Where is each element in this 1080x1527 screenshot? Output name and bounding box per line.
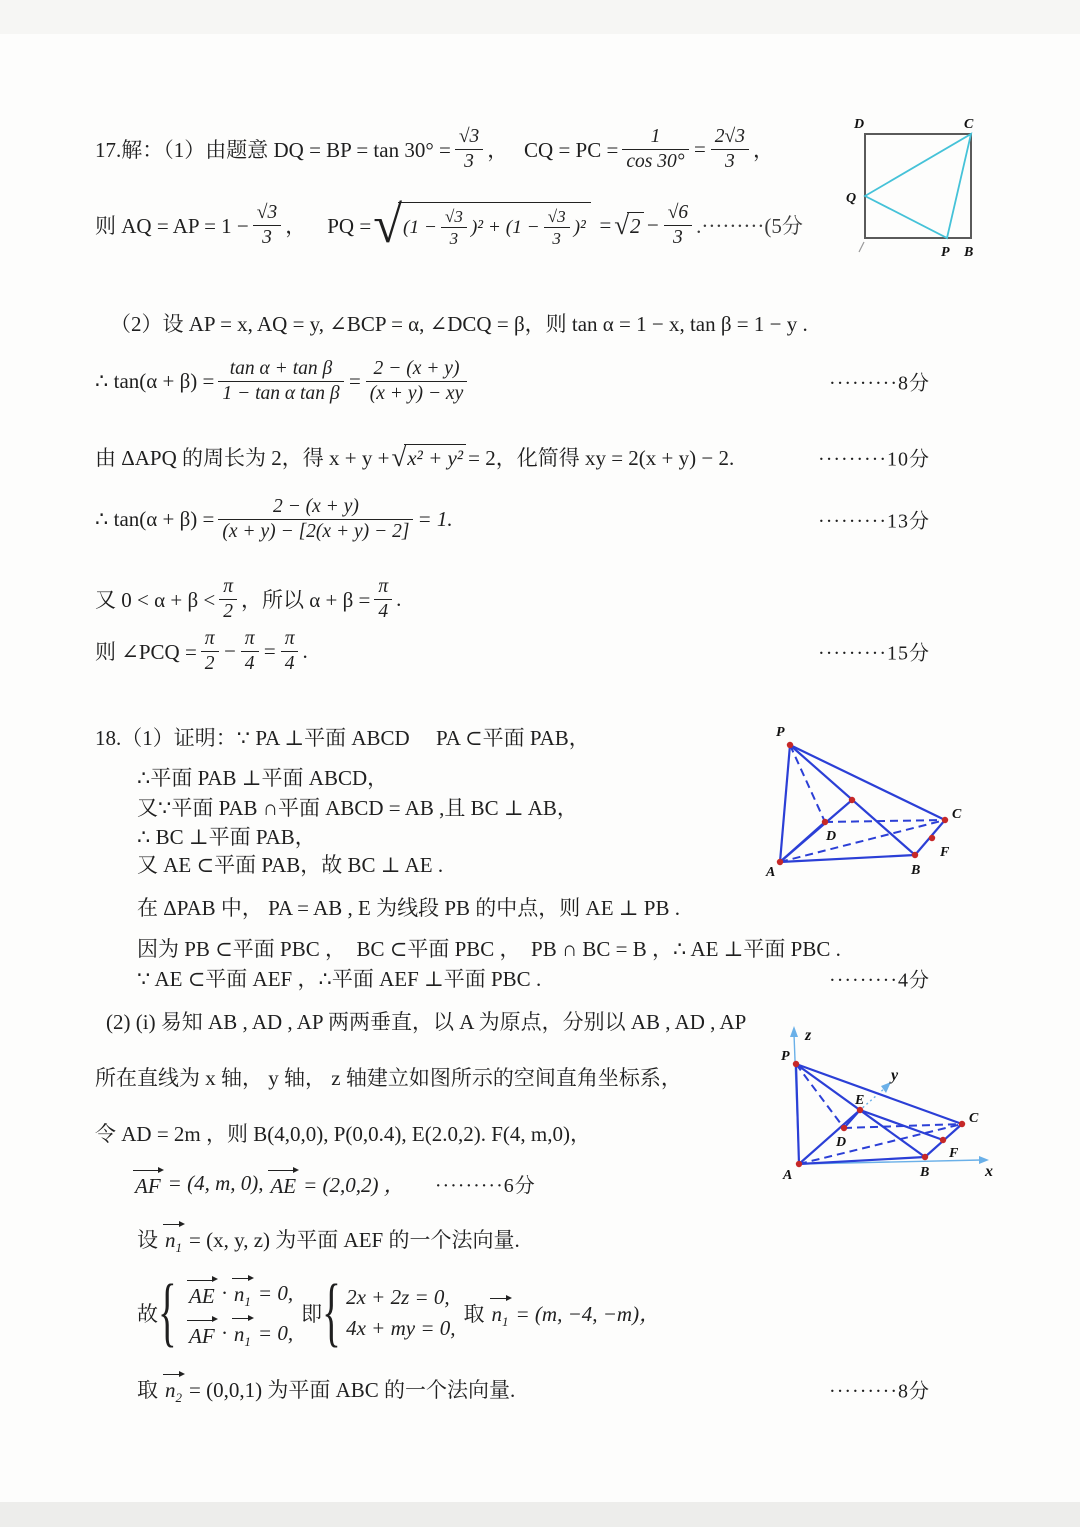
- text-run: ·: [221, 1320, 227, 1345]
- line-18-13: [0, 1222, 1080, 1256]
- line-17-8: [0, 628, 1080, 675]
- label-f: F: [949, 1146, 959, 1161]
- fraction: $\frac{√3}{3}$: [455, 126, 483, 173]
- text-run: = (0,0,1) 为平面 ABC 的一个法向量.: [189, 1378, 516, 1403]
- text-run: = (m, −4, −m)，: [515, 1302, 661, 1327]
- label-e: E: [855, 1093, 865, 1108]
- score-marker: ·········15分: [818, 642, 930, 665]
- equation-system: [330, 1285, 455, 1341]
- vector-AF: AF: [132, 1168, 164, 1199]
- label-z-axis: z: [805, 1027, 812, 1044]
- text-run: ，所以 α + β =: [241, 588, 371, 613]
- text-run: 17.解：（1）由题意 DQ = BP = tan 30° =: [95, 138, 451, 163]
- vector-AE: AE: [267, 1168, 299, 1199]
- visible-edges: [780, 745, 945, 862]
- equation-system: [166, 1276, 293, 1350]
- label-b: B: [911, 863, 921, 878]
- label-b: B: [964, 245, 974, 260]
- score-marker: ·········8分: [829, 1380, 930, 1403]
- line-17-3: [0, 308, 1080, 338]
- pyramid-diagram-2: [735, 1012, 1000, 1197]
- line-18-6: [0, 892, 1080, 922]
- text-run: √ (1 −: [403, 216, 437, 238]
- text-run: 因为 PB ⊂平面 PBC ， BC ⊂平面 PBC ， PB ∩ BC = B ，∴ AE ⊥平面 PBC .: [137, 937, 841, 961]
- fraction: $\frac{√6}{3}$: [664, 202, 692, 249]
- square-diagram: [845, 110, 995, 270]
- label-d: D: [854, 117, 865, 132]
- fraction: $\frac{√3}{3}$: [544, 207, 570, 248]
- label-c: C: [964, 117, 974, 132]
- score-marker: ·········10分: [818, 448, 930, 471]
- vertex-dots: [793, 1061, 965, 1167]
- vector-AE: { AE: [186, 1278, 218, 1309]
- score-marker: ·········4分: [829, 969, 930, 992]
- text-run: = 1.: [417, 506, 453, 531]
- text-run: （2）设 AP = x, AQ = y, ∠BCP = α, ∠DCQ = β，则 tan α = 1 − x, tan β = 1 − y .: [110, 312, 808, 336]
- equation-row: 4x + my = 0,: [346, 1316, 456, 1341]
- text-run: ∴ tan(α + β) =: [95, 506, 215, 531]
- text-run: 故: [137, 1302, 158, 1327]
- text-run: ∴ tan(α + β) =: [95, 368, 215, 393]
- vector-n1: $n_1$: [231, 1316, 254, 1350]
- text-run: 在 ΔPAB 中， PA = AB , E 为线段 PB 的中点，则 AE ⊥ PB .: [137, 896, 680, 920]
- fraction: $\frac{\pi}{4}$: [281, 628, 299, 675]
- line-17-6: [0, 496, 1080, 543]
- label-y-axis: y: [891, 1067, 899, 1084]
- fraction: $\frac{2 - (x + y)}{(x + y) - [2(x + y) - 2]}$: [218, 496, 413, 543]
- figure-pyramid-2: [735, 1012, 1000, 1197]
- line-18-14: [0, 1276, 1080, 1350]
- pyramid-diagram-1: [742, 716, 994, 888]
- radical: [373, 202, 591, 248]
- score-marker: ·········13分: [818, 510, 930, 533]
- vector-AF: AF: [186, 1318, 218, 1349]
- text-run: 所在直线为 x 轴， y 轴， z 轴建立如图所示的空间直角坐标系，: [95, 1066, 682, 1090]
- fraction: $\frac{\pi}{2}$: [201, 628, 219, 675]
- text-run: 又 AE ⊂平面 PAB，故 BC ⊥ AE .: [137, 853, 444, 877]
- label-p: P: [781, 1049, 790, 1064]
- fraction: $\frac{2 - (x + y)}{(x + y) - xy}$: [366, 358, 468, 405]
- score-marker: ·········8分: [829, 372, 930, 395]
- vector-n1: $n_1$: [231, 1276, 254, 1310]
- figure-square-qcp: [845, 110, 995, 270]
- text-run: ∵ AE ⊂平面 AEF ，∴平面 AEF ⊥平面 PBC .: [137, 967, 542, 991]
- text-run: = (2,0,2) ，: [303, 1172, 405, 1197]
- label-f: F: [940, 845, 950, 860]
- text-run: 则 ∠PCQ =: [95, 640, 197, 665]
- text-run: =: [592, 212, 613, 237]
- text-run: 取: [137, 1378, 158, 1403]
- text-run: ∴ BC ⊥平面 PAB，: [137, 825, 316, 849]
- label-p: P: [941, 245, 950, 260]
- text-run: = 0,: [257, 1320, 294, 1345]
- text-run: ∴平面 PAB ⊥平面 ABCD，: [137, 766, 389, 790]
- text-run: 18.（1）证明：∵ PA ⊥平面 ABCD PA ⊂平面 PAB，: [95, 726, 590, 750]
- text-run: =: [692, 136, 707, 161]
- text-run: ， PQ =: [285, 214, 372, 239]
- scan-edge-top: [0, 0, 1080, 34]
- corner-a-mark: [859, 242, 864, 252]
- line-17-5: [0, 442, 1080, 472]
- fraction: $\frac{\pi}{4}$: [374, 576, 392, 623]
- text-run: )² + (1 −: [470, 216, 540, 238]
- text-run: =: [262, 638, 277, 663]
- label-a: A: [766, 865, 776, 880]
- label-x-axis: x: [985, 1163, 993, 1180]
- label-a: A: [783, 1168, 793, 1183]
- equation-row: [182, 1276, 293, 1310]
- visible-edges: [796, 1064, 962, 1164]
- text-run: 设: [137, 1228, 158, 1253]
- label-c: C: [952, 807, 962, 822]
- text-run: ， CQ = PC =: [487, 138, 619, 163]
- text-run: (2) (i) 易知 AB , AD , AP 两两垂直，以 A 为原点，分别以 AB , AD , AP: [106, 1010, 747, 1034]
- fraction: $\frac{\pi}{2}$: [219, 576, 237, 623]
- vector-n1: $n_1$: [489, 1296, 512, 1330]
- vector-n2: $n_2$: [162, 1372, 185, 1406]
- label-d: D: [826, 829, 837, 844]
- text-run: 则 AQ = AP = 1 −: [95, 214, 249, 239]
- score-marker: .·········(5分: [696, 214, 803, 239]
- line-18-15: [0, 1372, 1080, 1406]
- equation-row: { 2x + 2z = 0,: [346, 1285, 450, 1310]
- radical: √ 2: [614, 212, 643, 239]
- line-17-7: [0, 576, 1080, 623]
- text-run: =: [347, 368, 362, 393]
- equation-row: [182, 1316, 293, 1350]
- text-run: 取: [463, 1302, 485, 1327]
- text-run: −: [222, 638, 237, 663]
- text-run: 令 AD = 2m ，则 B(4,0,0), P(0,0.4), E(2.0,2). F(4, m,0)，: [95, 1122, 591, 1146]
- score-marker: ·········6分: [434, 1175, 536, 1197]
- text-run: ，: [752, 138, 774, 163]
- vector-n1: $n_1$: [162, 1222, 185, 1256]
- fraction: $\frac{2√3}{3}$: [711, 126, 749, 173]
- fraction: $\frac{\pi}{4}$: [241, 628, 259, 675]
- line-18-7: [0, 933, 1080, 963]
- label-b: B: [920, 1165, 930, 1180]
- text-run: )²: [573, 216, 586, 238]
- line-17-4: [0, 358, 1080, 405]
- text-run: ·: [221, 1280, 227, 1305]
- text-run: .: [396, 586, 402, 611]
- text-run: .: [302, 638, 308, 663]
- fraction: $\frac{√3}{3}$: [441, 207, 467, 248]
- label-p: P: [776, 725, 785, 740]
- text-run: −: [645, 212, 660, 237]
- scan-edge-bottom: [0, 1502, 1080, 1527]
- label-q: Q: [846, 191, 857, 206]
- text-run: = 0,: [257, 1280, 294, 1305]
- figure-pyramid-1: [742, 716, 994, 888]
- text-run: 由 ΔAPQ 的周长为 2，得 x + y +: [95, 446, 390, 470]
- fraction: $\frac{1}{\cos 30^\circ}$: [622, 126, 688, 173]
- fraction: $\frac{√3}{3}$: [253, 202, 281, 249]
- radical: √ x² + y²: [391, 444, 466, 471]
- text-run: 又 0 < α + β <: [95, 588, 216, 613]
- line-18-8: [0, 963, 1080, 993]
- text-run: 又∵平面 PAB ∩平面 ABCD = AB ,且 BC ⊥ AB，: [137, 796, 578, 820]
- text-run: = 2，化简得 xy = 2(x + y) − 2.: [468, 446, 735, 470]
- text-run: = (4, m, 0),: [167, 1171, 264, 1195]
- label-c: C: [969, 1111, 979, 1126]
- triangle-qcp: [865, 134, 971, 238]
- hidden-edges: [780, 745, 945, 862]
- text-run: = (x, y, z) 为平面 AEF 的一个法向量.: [189, 1228, 520, 1253]
- text-run: 即: [301, 1302, 323, 1327]
- label-d: D: [836, 1135, 847, 1150]
- fraction: $\frac{\text{tan α + tan β}}{\text{1 − tan α tan β}}$: [218, 358, 343, 405]
